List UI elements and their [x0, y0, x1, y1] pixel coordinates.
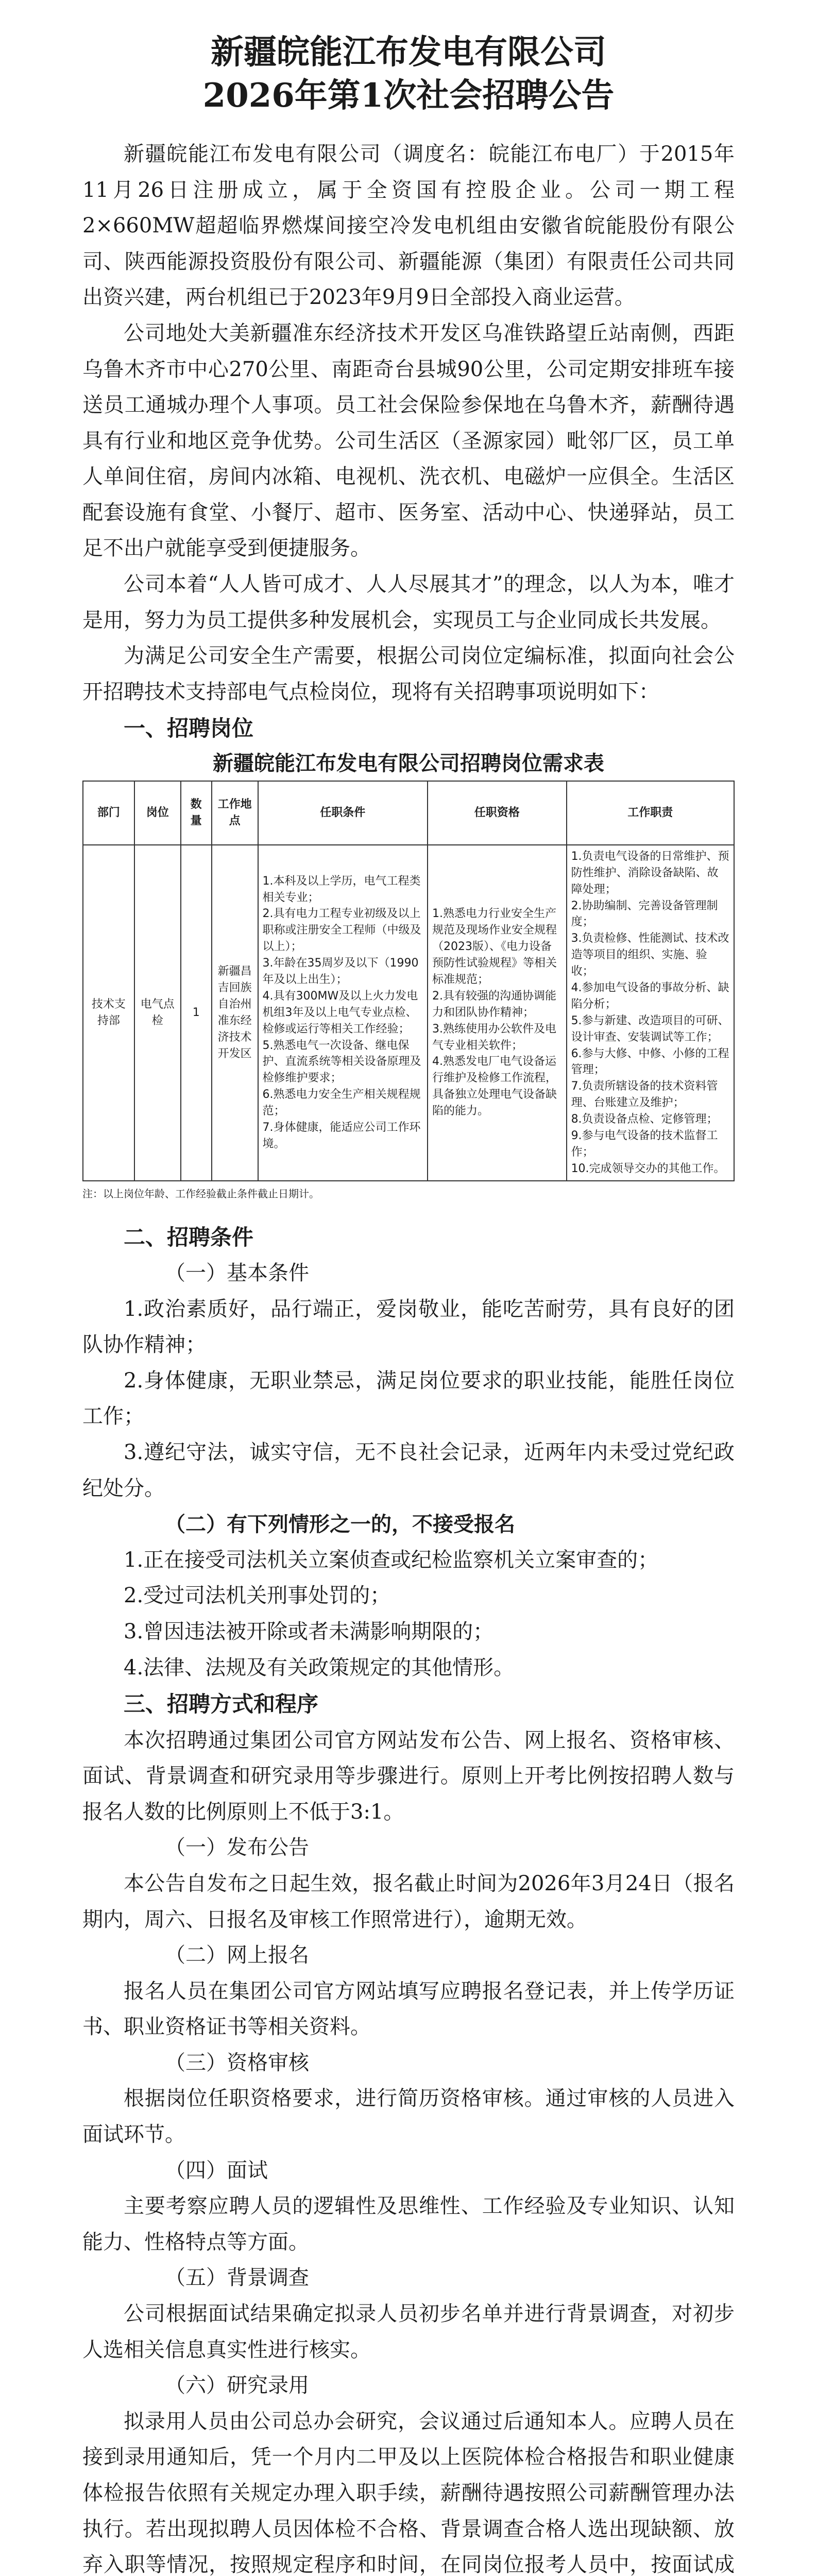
header-dept: 部门 — [83, 781, 134, 845]
section-2-2-title: （二）有下列情形之一的，不接受报名 — [165, 1512, 515, 1537]
intro-paragraph-3: 公司本着“人人皆可成才、人人尽展其才”的理念，以人为本，唯才是用，努力为员工提供多种发展机会，实现员工与企业同成长共发展。 — [82, 572, 735, 632]
intro-paragraph-4: 为满足公司安全生产需要，根据公司岗位定编标准，拟面向社会公开招聘技术支持部电气点检岗位，现将有关招聘事项说明如下： — [82, 644, 735, 704]
header-post: 岗位 — [134, 781, 181, 845]
header-duties: 工作职责 — [567, 781, 734, 845]
section-2-1-title: （一）基本条件 — [165, 1261, 309, 1285]
exclusion-2: 2.受过司法机关刑事处罚的； — [124, 1584, 391, 1608]
cell-qualifications: 1.熟悉电力行业安全生产规范及现场作业安全规程（2023版）、《电力设备预防性试验规程》等相关标准规范； 2.具有较强的沟通协调能力和团队协作精神； 3.熟练使用办公软件及电气专业相关软件； 4.熟悉发电厂电气设备运行维护及检修工作流程，具备独立处理电气设备缺陷的能力。 — [428, 845, 567, 1181]
table-header-row — [83, 781, 734, 845]
exclusion-4: 4.法律、法规及有关政策规定的其他情形。 — [124, 1655, 515, 1680]
section-2-title: 二、招聘条件 — [124, 1224, 254, 1250]
header-qualifications: 任职资格 — [428, 781, 567, 845]
section-3-intro: 本次招聘通过集团公司官方网站发布公告、网上报名、资格审核、面试、背景调查和研究录用等步骤进行。原则上开考比例按招聘人数与报名人数的比例原则上不低于3:1。 — [82, 1728, 735, 1824]
section-3-4-title: （四）面试 — [165, 2158, 268, 2182]
section-3-3-title: （三）资格审核 — [165, 2050, 309, 2075]
cell-duties: 1.负责电气设备的日常维护、预防性维护、消除设备缺陷、故障处理； 2.协助编制、完善设备管理制度； 3.负责检修、性能测试、技术改造等项目的组织、实施、验收； 4.参加电气设备的事故分析、缺陷分析； 5.参与新建、改造项目的可研、设计审查、安装调试等工作； 6.参与大修、中修、小修的工程管理； 7.负责所辖设备的技术资料管理、台账建立及维护； 8.负责设备点检、定修管理； 9.参与电气设备的技术监督工作； 10.完成领导交办的其他工作。 — [567, 845, 734, 1181]
section-3-4-text: 主要考察应聘人员的逻辑性及思维性、工作经验及专业知识、认知能力、性格特点等方面。 — [82, 2194, 735, 2254]
cell-conditions: 1.本科及以上学历，电气工程类相关专业； 2.具有电力工程专业初级及以上职称或注册安全工程师（中级及以上）； 3.年龄在35周岁及以下（1990年及以上出生）； 4.具有300MW及以上火力发电机组3年及以上电气专业点检、检修或运行等相关工作经验； 5.熟悉电气一次设备、继电保护、直流系统等相关设备原理及检修维护要求； 6.熟悉电力安全生产相关规程规范； 7.身体健康，能适应公司工作环境。 — [258, 845, 428, 1181]
post-requirements-table — [82, 781, 735, 1181]
cell-dept: 技术支持部 — [83, 845, 134, 1181]
header-conditions: 任职条件 — [258, 781, 428, 845]
basic-condition-1: 1.政治素质好，品行端正，爱岗敬业，能吃苦耐劳，具有良好的团队协作精神； — [82, 1297, 735, 1357]
exclusion-3: 3.曾因违法被开除或者未满影响期限的； — [124, 1619, 494, 1643]
section-3-1-text: 本公告自发布之日起生效，报名截止时间为2026年3月24日（报名期内，周六、日报名及审核工作照常进行），逾期无效。 — [82, 1871, 735, 1931]
title-line-1: 新疆皖能江布发电有限公司 — [211, 33, 606, 72]
intro-paragraph-2: 公司地处大美新疆准东经济技术开发区乌准铁路望丘站南侧，西距乌鲁木齐市中心270公里、南距奇台县城90公里，公司定期安排班车接送员工通城办理个人事项。员工社会保险参保地在乌鲁木齐，薪酬待遇具有行业和地区竞争优势。公司生活区（圣源家园）毗邻厂区，员工单人单间住宿，房间内冰箱、电视机、洗衣机、电磁炉一应俱全。生活区配套设施有食堂、小餐厅、超市、医务室、活动中心、快递驿站，员工足不出户就能享受到便捷服务。 — [82, 321, 735, 561]
cell-post: 电气点检 — [134, 845, 181, 1181]
table-note: 注：以上岗位年龄、工作经验截止条件截止日期计。 — [82, 1187, 319, 1200]
basic-condition-3: 3.遵纪守法，诚实守信，无不良社会记录，近两年内未受过党纪政纪处分。 — [82, 1440, 735, 1500]
title-line-2: 2026年第1次社会招聘公告 — [202, 76, 615, 115]
section-3-1-title: （一）发布公告 — [165, 1836, 309, 1860]
cell-location: 新疆昌吉回族自治州准东经济技术开发区 — [212, 845, 258, 1181]
header-location: 工作地点 — [212, 781, 258, 845]
table-row — [83, 845, 734, 1181]
announcement-page — [82, 31, 735, 2576]
section-3-3-text: 根据岗位任职资格要求，进行简历资格审核。通过审核的人员进入面试环节。 — [82, 2087, 735, 2147]
basic-condition-2: 2.身体健康，无职业禁忌，满足岗位要求的职业技能，能胜任岗位工作； — [82, 1368, 735, 1429]
section-3-2-text: 报名人员在集团公司官方网站填写应聘报名登记表，并上传学历证书、职业资格证书等相关资料。 — [82, 1979, 735, 2039]
intro-paragraph-1: 新疆皖能江布发电有限公司（调度名：皖能江布电厂）于2015年11月26日注册成立，属于全资国有控股企业。公司一期工程2×660MW超超临界燃煤间接空冷发电机组由安徽省皖能股份有限公司、陕西能源投资股份有限公司、新疆能源（集团）有限责任公司共同出资兴建，两台机组已于2023年9月9日全部投入商业运营。 — [82, 142, 735, 310]
section-3-2-title: （二）网上报名 — [165, 1943, 309, 1968]
section-1-title: 一、招聘岗位 — [124, 716, 254, 741]
section-3-5-title: （五）背景调查 — [165, 2266, 309, 2290]
section-3-6-text: 拟录用人员由公司总办会研究，会议通过后通知本人。应聘人员在接到录用通知后，凭一个月内二甲及以上医院体检合格报告和职业健康体检报告依照有关规定办理入职手续，薪酬待遇按照公司薪酬管理办法执行。若出现拟聘人员因体检不合格、背景调查合格人选出现缺额、放弃入职等情况，按照规定程序和时间，在同岗位报考人员中，按面试成 — [82, 2409, 735, 2576]
post-table-title: 新疆皖能江布发电有限公司招聘岗位需求表 — [213, 751, 604, 775]
cell-count: 1 — [181, 845, 212, 1181]
section-3-6-title: （六）研究录用 — [165, 2374, 309, 2398]
section-3-5-text: 公司根据面试结果确定拟录人员初步名单并进行背景调查，对初步人选相关信息真实性进行核实。 — [82, 2302, 735, 2362]
section-3-title: 三、招聘方式和程序 — [124, 1691, 319, 1717]
exclusion-1: 1.正在接受司法机关立案侦查或纪检监察机关立案审查的； — [124, 1548, 659, 1572]
header-count: 数量 — [181, 781, 212, 845]
